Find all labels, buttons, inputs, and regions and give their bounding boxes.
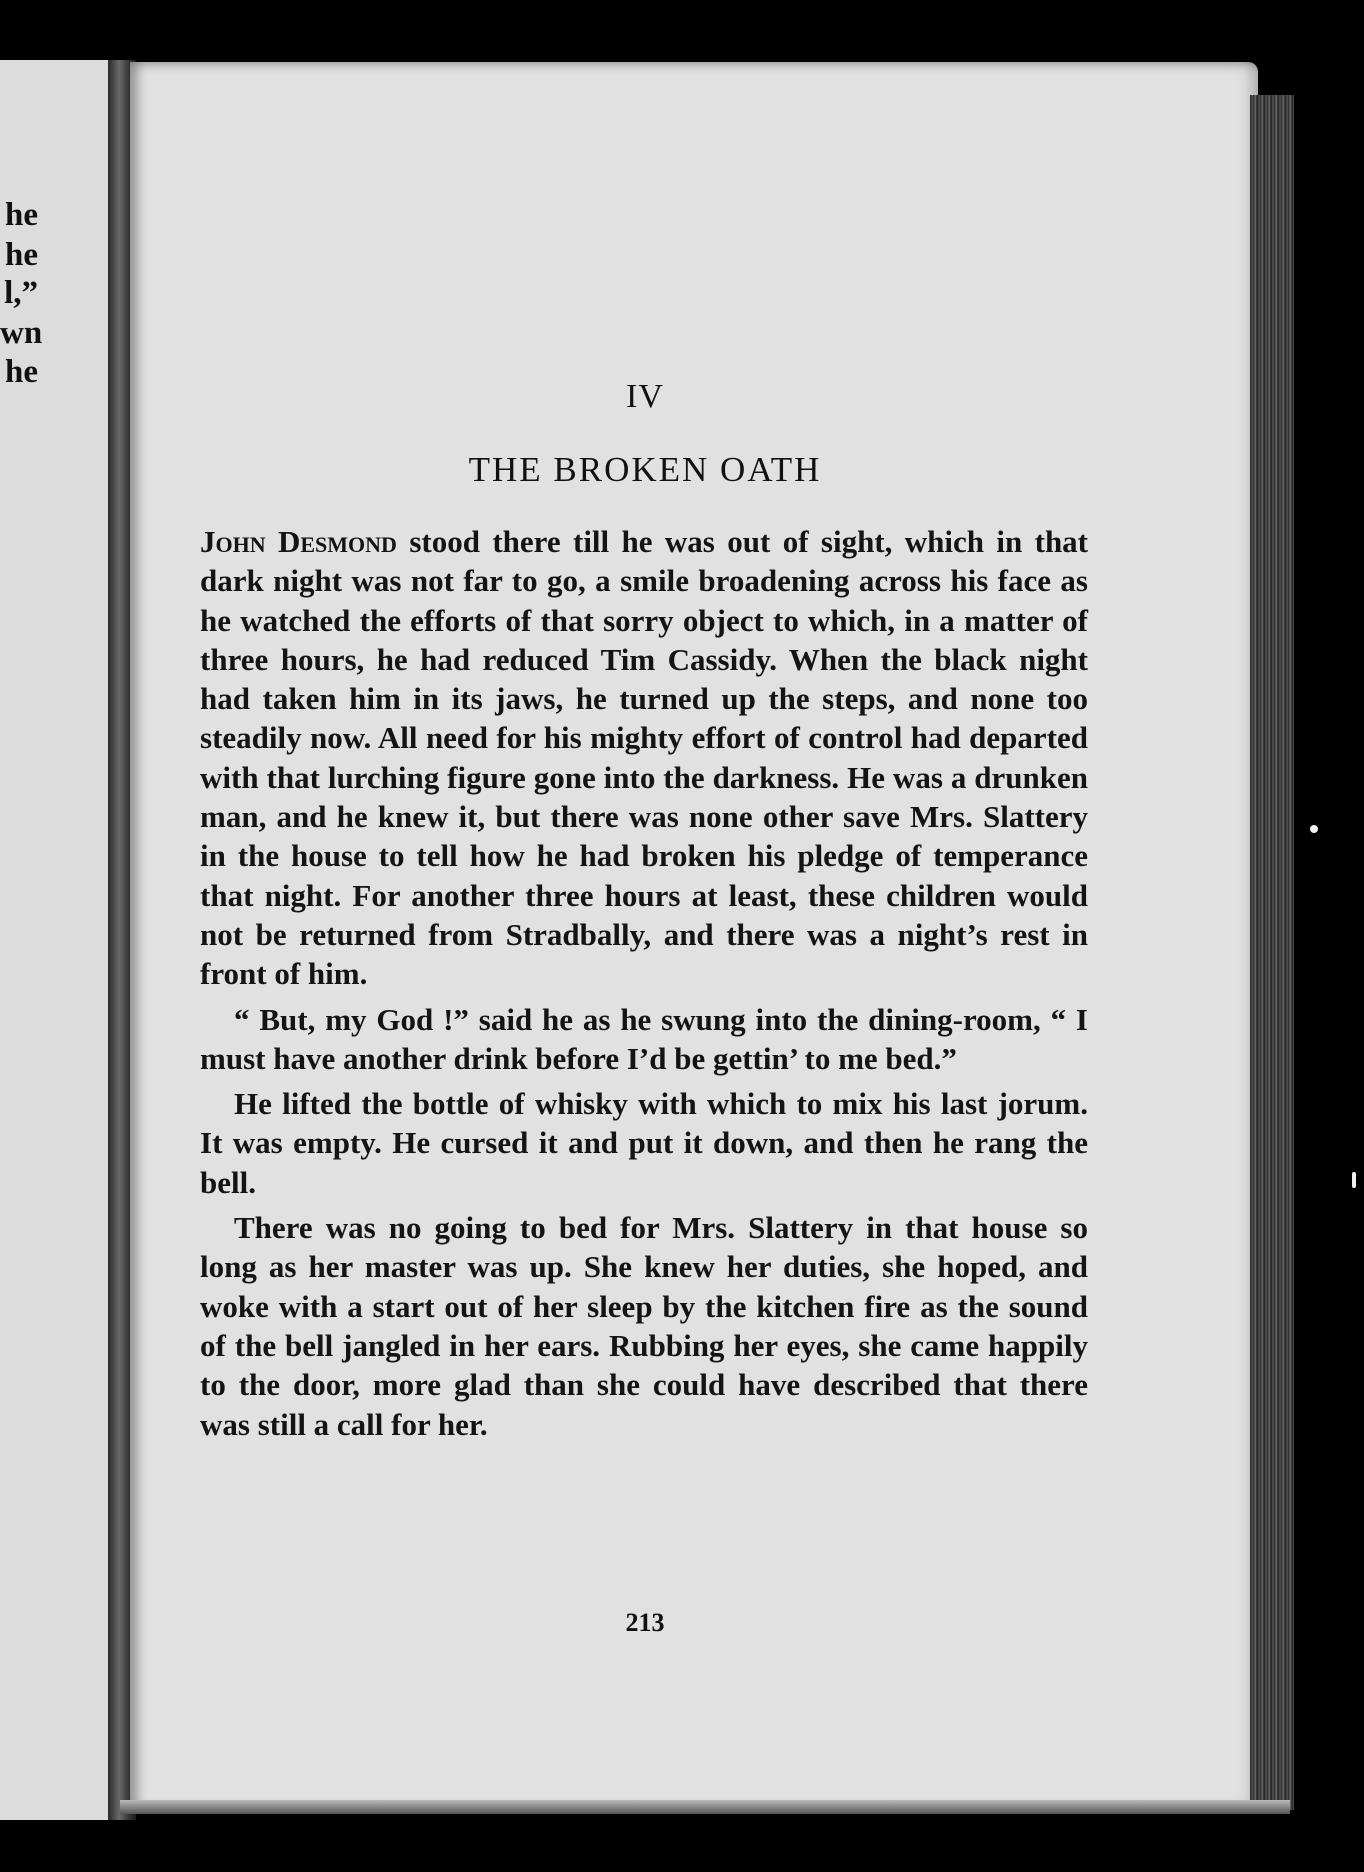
paragraph-lead: John Desmond <box>200 524 397 559</box>
speck <box>1352 1172 1356 1188</box>
left-page-fragment: l,” <box>4 275 38 311</box>
left-page-fragment: he <box>5 197 38 233</box>
chapter-number: IV <box>626 378 664 415</box>
paragraph: He lifted the bottle of whisky with which to mix his last jorum. It was empty. He cursed it and put it down, and then he rang the bell. <box>200 1086 1088 1200</box>
page-bottom-edge <box>120 1800 1290 1814</box>
chapter-title: THE BROKEN OATH <box>468 450 822 489</box>
body-text <box>200 522 1088 1450</box>
left-page-fragment: he <box>5 237 38 273</box>
speck <box>1310 825 1318 833</box>
page-edge <box>1250 95 1294 1810</box>
left-page-fragment: he <box>5 354 38 390</box>
page-number: 213 <box>625 1608 665 1637</box>
paragraph <box>200 522 1088 994</box>
left-page-fragment: wn <box>0 315 43 351</box>
paragraph-text: stood there till he was out of sight, which in that dark night was not far to go, a smile broadening across his face as he watched the efforts of that sorry object to which, in a matter of three hours, he had reduced Tim Cassidy. When the black night had taken him in its jaws, he turned up the steps, and none too steadily now. All need for his mighty effort of control had departed with that lurching figure gone into the darkness. He was a drunken man, and he knew it, but there was none other save Mrs. Slattery in the house to tell how he had broken his pledge of temperance that night. For another three hours at least, these children would not be returned from Stradbally, and there was a night’s rest in front of him. <box>200 524 1089 992</box>
paragraph: “ But, my God !” said he as he swung into the dining-room, “ I must have another drink before I’d be gettin’ to me bed.” <box>200 1001 1088 1076</box>
paragraph: There was no going to bed for Mrs. Slattery in that house so long as her master was up. She knew her duties, she hoped, and woke with a start out of her sleep by the kitchen fire as the sound of the bell jangled in her ears. Rubbing her eyes, she came happily to the door, more glad than she could have described that there was still a call for her. <box>200 1210 1088 1442</box>
